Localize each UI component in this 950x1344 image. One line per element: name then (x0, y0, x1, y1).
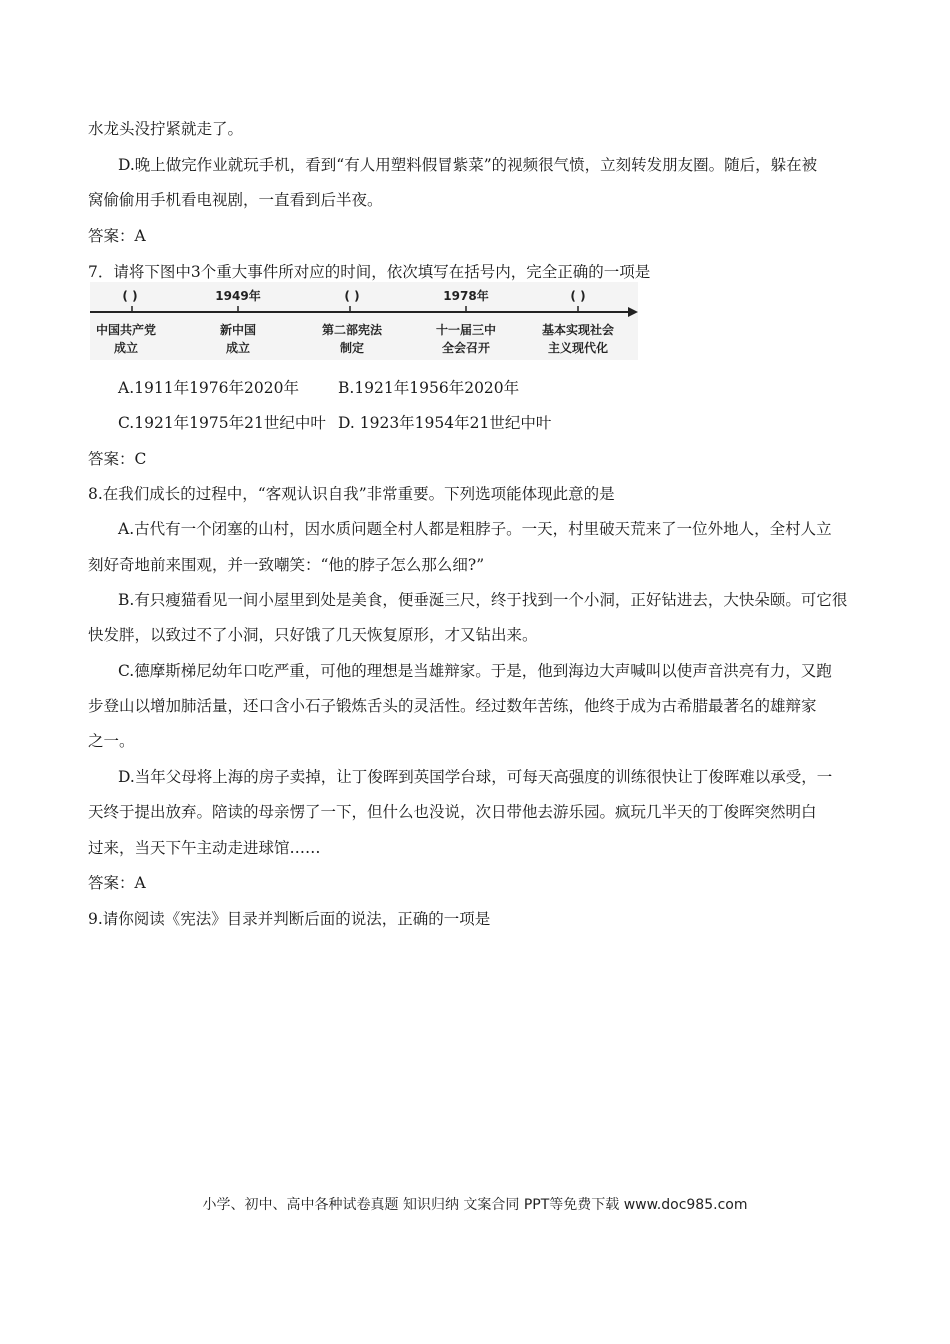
question-7-option-b: B.1921年1956年2020年 (338, 379, 520, 397)
timeline-event-2-line2: 成立 (225, 341, 251, 355)
timeline-event-5-line2: 主义现代化 (547, 341, 609, 355)
paragraph-line: 之一。 (88, 732, 135, 750)
timeline-event-2-line1: 新中国 (219, 323, 257, 337)
question-8-option-b: B.有只瘦猫看见一间小屋里到处是美食，便垂涎三尺，终于找到一个小洞，正好钻进去，大快朵颐。可它很 (118, 591, 848, 609)
timeline-top-label-1: ( ) (122, 289, 138, 303)
timeline-top-label-5: ( ) (570, 289, 586, 303)
paragraph-line: 刻好奇地前来围观，并一致嘲笑：“他的脖子怎么那么细?” (88, 556, 485, 574)
option-d-line: D.晚上做完作业就玩手机，看到“有人用塑料假冒紫菜”的视频很气愤，立刻转发朋友圈。随后，躲在被 (118, 156, 818, 174)
timeline-event-4-line1: 十一届三中 (435, 323, 497, 337)
page-footer: 小学、初中、高中各种试卷真题 知识归纳 文案合同 PPT等免费下载 www.doc985.com (202, 1197, 748, 1213)
timeline-event-3-line2: 制定 (339, 341, 365, 355)
timeline-event-4-line2: 全会召开 (441, 341, 491, 355)
paragraph-line: 过来，当天下午主动走进球馆…… (88, 839, 321, 857)
paragraph-line: 快发胖，以致过不了小洞，只好饿了几天恢复原形，才又钻出来。 (88, 626, 538, 644)
timeline-event-1-line2: 成立 (113, 341, 139, 355)
timeline-top-label-4: 1978年 (443, 289, 489, 303)
paragraph-line: 步登山以增加肺活量，还口含小石子锻炼舌头的灵活性。经过数年苦练，他终于成为古希腊最著名的雄辩家 (88, 697, 817, 715)
paragraph-line: 水龙头没拧紧就走了。 (88, 120, 244, 138)
question-8: 8.在我们成长的过程中，“客观认识自我”非常重要。下列选项能体现此意的是 (88, 485, 615, 503)
paragraph-line: 窝偷偷用手机看电视剧，一直看到后半夜。 (88, 191, 383, 209)
question-7-option-a: A.1911年1976年2020年 (118, 379, 299, 397)
timeline-top-label-2: 1949年 (215, 289, 261, 303)
timeline-event-5-line1: 基本实现社会 (541, 323, 615, 337)
timeline-event-1-line1: 中国共产党 (95, 323, 157, 337)
question-7-option-d: D. 1923年1954年21世纪中叶 (338, 414, 552, 432)
question-7-option-c: C.1921年1975年21世纪中叶 (118, 414, 326, 432)
question-8-option-d: D.当年父母将上海的房子卖掉，让丁俊晖到英国学台球，可每天高强度的训练很快让丁俊晖难以承受，一 (118, 768, 833, 786)
timeline-figure (90, 282, 638, 360)
question-7: 7．请将下图中3个重大事件所对应的时间，依次填写在括号内，完全正确的一项是 (88, 263, 651, 281)
timeline-top-label-3: ( ) (344, 289, 360, 303)
question-8-option-a: A.古代有一个闭塞的山村，因水质问题全村人都是粗脖子。一天，村里破天荒来了一位外地人，全村人立 (118, 520, 832, 538)
answer-q8: 答案：A (88, 874, 146, 892)
question-9: 9.请你阅读《宪法》目录并判断后面的说法，正确的一项是 (88, 910, 491, 928)
timeline-event-3-line1: 第二部宪法 (321, 323, 383, 337)
answer-q6: 答案：A (88, 227, 146, 245)
question-8-option-c: C.德摩斯梯尼幼年口吃严重，可他的理想是当雄辩家。于是，他到海边大声喊叫以使声音洪亮有力，又跑 (118, 662, 832, 680)
answer-q7: 答案：C (88, 450, 147, 468)
paragraph-line: 天终于提出放弃。陪读的母亲愣了一下，但什么也没说，次日带他去游乐园。疯玩几半天的丁俊晖突然明白 (88, 803, 817, 821)
